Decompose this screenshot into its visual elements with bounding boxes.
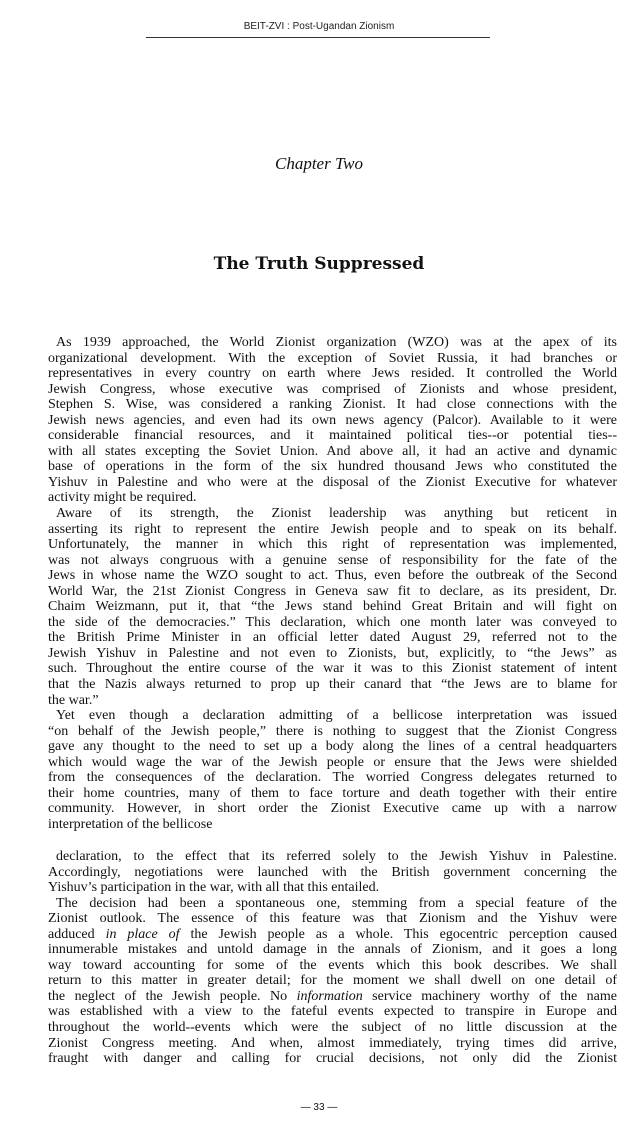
text-line: declaration, to the effect that its referred solely to the Jewish Yishuv in Palestine. — [56, 849, 617, 864]
text-line: that the Nazis always returned to prop up their canard that “the Jews are to blame for — [48, 677, 617, 693]
text-line: return to this matter in greater detail; for the moment we shall dwell on one detail of — [48, 973, 617, 989]
header-rule — [146, 37, 490, 38]
chapter-title: The Truth Suppressed — [213, 254, 425, 274]
text-line: Jewish Congress, whose executive was comprised of Zionists and whose president, — [48, 381, 617, 397]
text-line — [48, 989, 617, 1005]
text-line: was established with a view to the fateful events expected to transpire in Europe and — [48, 1004, 617, 1020]
text-line: considerable financial resources, and it maintained political ties--or potential ties-- — [48, 428, 617, 444]
text-line: community. However, in short order the Zionist Executive came up with a narrow — [48, 801, 617, 817]
text-line: Accordingly, negotiations were launched with the British government concerning the — [48, 864, 617, 880]
text-line: Zionist outlook. The essence of this feature was that Zionism and the Yishuv were — [48, 911, 617, 927]
chapter-label: Chapter Two — [274, 154, 363, 173]
text-line: Jews in whose name the WZO sought to act. Thus, even before the outbreak of the Second — [48, 568, 617, 584]
text-line: such. Throughout the entire course of the war it was to this Zionist statement of intent — [48, 661, 617, 677]
text-line: which would wage the war of the Jewish people or ensure that the Jews were shielded — [48, 754, 617, 770]
text-line: their home countries, many of them to face torture and death together with their entire — [48, 785, 617, 801]
text-line: gave any thought to the need to set up a body along the lines of a central headquarters — [48, 739, 617, 755]
text-line: base of operations in the form of the six hundred thousand Jews who constituted the — [48, 459, 617, 475]
text-line: Zionist Congress meeting. And when, almost immediately, trying times did arrive, — [48, 1035, 617, 1051]
text-line: As 1939 approached, the World Zionist organization (WZO) was at the apex of its — [56, 335, 617, 350]
text-line: representatives in every country on earth where Jews resided. It controlled the World — [48, 366, 617, 382]
text-line: Aware of its strength, the Zionist leadership was anything but reticent in — [56, 506, 617, 522]
text-line: The decision had been a spontaneous one, stemming from a special feature of the — [56, 895, 617, 911]
text-line: throughout the world--events which were the subject of no little discussion at the — [48, 1020, 617, 1036]
text-line: Yishuv’s participation in the war, with all that this entailed. — [48, 880, 380, 896]
text-line: activity might be required. — [48, 490, 197, 506]
text-line: interpretation of the bellicose — [48, 816, 213, 832]
text-line: fraught with danger and calling for crucial decisions, not only did the Zionist — [48, 1051, 617, 1067]
text-line: from the consequences of the declaration. The worried Congress delegates returned to — [48, 770, 617, 786]
text-line: Stephen S. Wise, was considered a ranking Zionist. It had close connections with the — [48, 397, 617, 413]
text-line: Yet even though a declaration admitting of a bellicose interpretation was issued — [56, 708, 617, 724]
text-line: Jewish news agencies, and even had its own news agency (Palcor). Available to it were — [48, 412, 617, 428]
text-line: Jewish Yishuv in Palestine and not even to Zionists, but, explicitly, to “the Jews” as — [48, 645, 617, 661]
text-line: the British Prime Minister in an official letter dated August 29, referred not to the — [48, 630, 617, 646]
text-line: organizational development. With the exception of Soviet Russia, it had branches or — [48, 350, 617, 366]
text-line: the war.” — [48, 692, 99, 708]
text-line: innumerable mistakes and untold damage in the annals of Zionism, and it goes a long — [48, 942, 617, 958]
text-line: Chaim Weizmann, put it, that “the Jews stand behind Great Britain and will fight on — [48, 599, 617, 615]
text-line: Yishuv in Palestine and who were at the disposal of the Zionist Executive for whatever — [48, 474, 617, 490]
text-line — [48, 927, 617, 943]
text-line: with all states excepting the Soviet Union. And above all, it had an active and dynamic — [48, 443, 617, 459]
text-segment: service machinery worthy of the name — [362, 988, 617, 1004]
text-block-2 — [48, 849, 617, 1067]
text-segment: adduced — [48, 926, 106, 942]
running-header: BEIT-ZVI : Post-Ugandan Zionism — [243, 21, 395, 32]
text-line: way toward accounting for some of the events which this book describes. We shall — [48, 957, 617, 973]
text-line: Unfortunately, the manner in which this right of representation was implemented, — [48, 537, 617, 553]
italic-text: information — [296, 988, 363, 1004]
text-line: the side of the democracies.” This declaration, which one month later was conveyed to — [48, 614, 617, 630]
text-line: was not always congruous with a genuine sense of responsibility for the fate of the — [48, 552, 617, 568]
page-number: — 33 — — [300, 1102, 338, 1113]
text-segment: the Jewish people as a whole. This egocentric perception caused — [179, 926, 617, 942]
text-block-1 — [48, 335, 617, 833]
text-line: asserting its right to represent the entire Jewish people and to speak on its behalf. — [48, 521, 617, 537]
italic-text: in place of — [105, 926, 180, 942]
text-segment: the neglect of the Jewish people. No — [48, 988, 297, 1004]
text-line: World War, the 21st Zionist Congress in Geneva saw fit to declare, as its president, Dr. — [48, 583, 617, 599]
text-line: “on behalf of the Jewish people,” there is nothing to suggest that the Zionist Congress — [48, 723, 617, 739]
